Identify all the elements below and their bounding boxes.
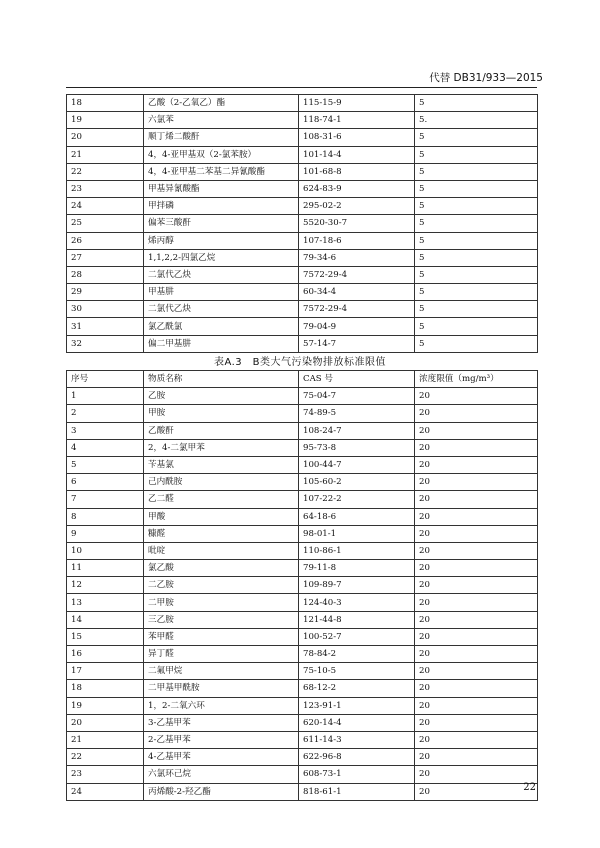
cell-index: 18: [67, 95, 144, 112]
header-cas: CAS 号: [299, 371, 415, 388]
cell-cas: 75-10-5: [299, 663, 415, 680]
cell-limit: 20: [415, 560, 538, 577]
cell-cas: 105-60-2: [299, 474, 415, 491]
cell-limit: 5: [415, 335, 538, 352]
cell-cas: 818-61-1: [299, 783, 415, 800]
cell-limit: 20: [415, 628, 538, 645]
cell-substance: 3-乙基甲苯: [144, 714, 299, 731]
cell-index: 6: [67, 474, 144, 491]
cell-cas: 107-22-2: [299, 491, 415, 508]
cell-limit: 20: [415, 766, 538, 783]
cell-substance: 乙胺: [144, 388, 299, 405]
cell-cas: 98-01-1: [299, 525, 415, 542]
cell-substance: 烯丙醇: [144, 232, 299, 249]
cell-index: 9: [67, 525, 144, 542]
cell-substance: 1，2-二氧六环: [144, 697, 299, 714]
cell-limit: 5: [415, 301, 538, 318]
cell-substance: 苯甲醛: [144, 628, 299, 645]
cell-index: 12: [67, 577, 144, 594]
table-row: [67, 611, 538, 628]
table-row: [67, 525, 538, 542]
cell-cas: 622-96-8: [299, 749, 415, 766]
cell-limit: 20: [415, 508, 538, 525]
cell-cas: 109-89-7: [299, 577, 415, 594]
cell-cas: 101-68-8: [299, 163, 415, 180]
cell-limit: 20: [415, 542, 538, 559]
cell-substance: 丙烯酸-2-羟乙酯: [144, 783, 299, 800]
cell-index: 23: [67, 180, 144, 197]
cell-limit: 20: [415, 422, 538, 439]
cell-limit: 20: [415, 491, 538, 508]
table-row: [67, 680, 538, 697]
cell-index: 22: [67, 163, 144, 180]
cell-index: 20: [67, 129, 144, 146]
table-header-row: [67, 371, 538, 388]
cell-index: 1: [67, 388, 144, 405]
cell-substance: 糠醛: [144, 525, 299, 542]
cell-index: 28: [67, 266, 144, 283]
cell-cas: 100-44-7: [299, 456, 415, 473]
table-row: [67, 542, 538, 559]
document-code: 代替 DB31/933—2015: [429, 72, 543, 84]
cell-cas: 7572-29-4: [299, 301, 415, 318]
table-row: [67, 284, 538, 301]
cell-limit: 20: [415, 749, 538, 766]
table-row: [67, 697, 538, 714]
cell-cas: 620-14-4: [299, 714, 415, 731]
cell-cas: 60-34-4: [299, 284, 415, 301]
table-row: [67, 783, 538, 800]
cell-limit: 5: [415, 318, 538, 335]
table-row: [67, 749, 538, 766]
table-row: [67, 249, 538, 266]
header-limit: 浓度限值（mg/m³）: [415, 371, 538, 388]
table-row: [67, 405, 538, 422]
cell-limit: 5: [415, 180, 538, 197]
cell-index: 22: [67, 749, 144, 766]
table-row: [67, 456, 538, 473]
cell-substance: 吡啶: [144, 542, 299, 559]
table-row: [67, 335, 538, 352]
cell-cas: 624-83-9: [299, 180, 415, 197]
cell-substance: 甲胺: [144, 405, 299, 422]
cell-substance: 甲基异氰酸酯: [144, 180, 299, 197]
cell-limit: 5: [415, 198, 538, 215]
cell-substance: 甲基肼: [144, 284, 299, 301]
cell-substance: 4-乙基甲苯: [144, 749, 299, 766]
cell-cas: 123-91-1: [299, 697, 415, 714]
table-row: [67, 577, 538, 594]
cell-substance: 六氯环己烷: [144, 766, 299, 783]
cell-substance: 二甲基甲酰胺: [144, 680, 299, 697]
cell-index: 30: [67, 301, 144, 318]
cell-limit: 5: [415, 95, 538, 112]
cell-index: 7: [67, 491, 144, 508]
cell-cas: 79-34-6: [299, 249, 415, 266]
cell-cas: 101-14-4: [299, 146, 415, 163]
table-row: [67, 198, 538, 215]
cell-cas: 110-86-1: [299, 542, 415, 559]
cell-limit: 20: [415, 783, 538, 800]
cell-cas: 121-44-8: [299, 611, 415, 628]
table-row: [67, 95, 538, 112]
table-row: [67, 594, 538, 611]
cell-cas: 74-89-5: [299, 405, 415, 422]
cell-index: 18: [67, 680, 144, 697]
cell-cas: 64-18-6: [299, 508, 415, 525]
cell-substance: 二氯代乙炔: [144, 301, 299, 318]
cell-cas: 75-04-7: [299, 388, 415, 405]
cell-index: 19: [67, 112, 144, 129]
cell-substance: 氯乙酰氯: [144, 318, 299, 335]
cell-substance: 1,1,2,2-四氯乙烷: [144, 249, 299, 266]
cell-cas: 115-15-9: [299, 95, 415, 112]
cell-limit: 20: [415, 405, 538, 422]
cell-cas: 79-04-9: [299, 318, 415, 335]
cell-cas: 57-14-7: [299, 335, 415, 352]
cell-index: 11: [67, 560, 144, 577]
table-row: [67, 491, 538, 508]
table-row: [67, 714, 538, 731]
page-number: 22: [523, 782, 536, 793]
header-substance: 物质名称: [144, 371, 299, 388]
cell-limit: 5: [415, 232, 538, 249]
cell-index: 14: [67, 611, 144, 628]
cell-substance: 苄基氯: [144, 456, 299, 473]
cell-limit: 5.: [415, 112, 538, 129]
cell-substance: 4，4-亚甲基双（2-氯苯胺）: [144, 146, 299, 163]
table-row: [67, 318, 538, 335]
table-row: [67, 266, 538, 283]
cell-limit: 5: [415, 266, 538, 283]
table-row: [67, 301, 538, 318]
cell-index: 32: [67, 335, 144, 352]
cell-index: 21: [67, 146, 144, 163]
cell-index: 15: [67, 628, 144, 645]
cell-substance: 偏二甲基肼: [144, 335, 299, 352]
cell-limit: 20: [415, 388, 538, 405]
cell-index: 2: [67, 405, 144, 422]
table-a2-continued: [66, 94, 538, 353]
table-row: [67, 439, 538, 456]
cell-index: 21: [67, 731, 144, 748]
cell-substance: 二氟甲烷: [144, 663, 299, 680]
cell-limit: 20: [415, 680, 538, 697]
cell-limit: 20: [415, 577, 538, 594]
cell-index: 31: [67, 318, 144, 335]
table-caption: 表A.3 B类大气污染物排放标准限值: [213, 357, 387, 368]
cell-cas: 100-52-7: [299, 628, 415, 645]
cell-index: 5: [67, 456, 144, 473]
table-row: [67, 508, 538, 525]
cell-index: 24: [67, 783, 144, 800]
cell-index: 20: [67, 714, 144, 731]
cell-limit: 5: [415, 129, 538, 146]
cell-substance: 六氯苯: [144, 112, 299, 129]
cell-limit: 5: [415, 284, 538, 301]
cell-cas: 124-40-3: [299, 594, 415, 611]
cell-index: 3: [67, 422, 144, 439]
cell-index: 29: [67, 284, 144, 301]
cell-cas: 95-73-8: [299, 439, 415, 456]
cell-substance: 乙酸（2-乙氧乙）酯: [144, 95, 299, 112]
cell-substance: 异丁醛: [144, 646, 299, 663]
cell-index: 13: [67, 594, 144, 611]
cell-limit: 5: [415, 249, 538, 266]
cell-index: 23: [67, 766, 144, 783]
cell-cas: 118-74-1: [299, 112, 415, 129]
cell-cas: 108-31-6: [299, 129, 415, 146]
cell-substance: 乙酸酐: [144, 422, 299, 439]
table-row: [67, 163, 538, 180]
table-row: [67, 560, 538, 577]
header-rule: [66, 87, 537, 88]
table-row: [67, 628, 538, 645]
cell-index: 26: [67, 232, 144, 249]
cell-limit: 5: [415, 146, 538, 163]
cell-limit: 20: [415, 663, 538, 680]
cell-substance: 氯乙酸: [144, 560, 299, 577]
cell-cas: 7572-29-4: [299, 266, 415, 283]
cell-index: 24: [67, 198, 144, 215]
cell-limit: 20: [415, 594, 538, 611]
table-row: [67, 646, 538, 663]
cell-limit: 20: [415, 611, 538, 628]
cell-substance: 二氯代乙炔: [144, 266, 299, 283]
cell-substance: 顺丁烯二酸酐: [144, 129, 299, 146]
cell-cas: 107-18-6: [299, 232, 415, 249]
cell-limit: 20: [415, 714, 538, 731]
cell-index: 4: [67, 439, 144, 456]
cell-cas: 295-02-2: [299, 198, 415, 215]
cell-substance: 己内酰胺: [144, 474, 299, 491]
cell-substance: 二甲胺: [144, 594, 299, 611]
table-row: [67, 146, 538, 163]
cell-limit: 20: [415, 697, 538, 714]
cell-cas: 79-11-8: [299, 560, 415, 577]
cell-index: 25: [67, 215, 144, 232]
cell-index: 19: [67, 697, 144, 714]
cell-cas: 608-73-1: [299, 766, 415, 783]
cell-cas: 78-84-2: [299, 646, 415, 663]
cell-limit: 20: [415, 456, 538, 473]
table-row: [67, 388, 538, 405]
table-row: [67, 766, 538, 783]
cell-limit: 20: [415, 646, 538, 663]
table-row: [67, 180, 538, 197]
cell-limit: 20: [415, 439, 538, 456]
table-row: [67, 731, 538, 748]
cell-substance: 甲酸: [144, 508, 299, 525]
cell-cas: 108-24-7: [299, 422, 415, 439]
cell-limit: 5: [415, 163, 538, 180]
table-row: [67, 232, 538, 249]
table-row: [67, 215, 538, 232]
cell-substance: 偏苯三酸酐: [144, 215, 299, 232]
table-row: [67, 422, 538, 439]
cell-cas: 68-12-2: [299, 680, 415, 697]
cell-limit: 20: [415, 474, 538, 491]
cell-substance: 4，4-亚甲基二苯基二异氰酸酯: [144, 163, 299, 180]
cell-limit: 5: [415, 215, 538, 232]
cell-index: 8: [67, 508, 144, 525]
table-row: [67, 663, 538, 680]
table-row: [67, 112, 538, 129]
cell-index: 10: [67, 542, 144, 559]
cell-index: 17: [67, 663, 144, 680]
table-row: [67, 474, 538, 491]
cell-substance: 2-乙基甲苯: [144, 731, 299, 748]
cell-cas: 611-14-3: [299, 731, 415, 748]
cell-cas: 5520-30-7: [299, 215, 415, 232]
cell-index: 27: [67, 249, 144, 266]
cell-limit: 20: [415, 525, 538, 542]
cell-index: 16: [67, 646, 144, 663]
header-index: 序号: [67, 371, 144, 388]
table-a3: [66, 370, 538, 801]
cell-substance: 乙二醛: [144, 491, 299, 508]
table-row: [67, 129, 538, 146]
cell-substance: 三乙胺: [144, 611, 299, 628]
cell-substance: 二乙胺: [144, 577, 299, 594]
cell-substance: 2，4-二氯甲苯: [144, 439, 299, 456]
cell-substance: 甲拌磷: [144, 198, 299, 215]
cell-limit: 20: [415, 731, 538, 748]
